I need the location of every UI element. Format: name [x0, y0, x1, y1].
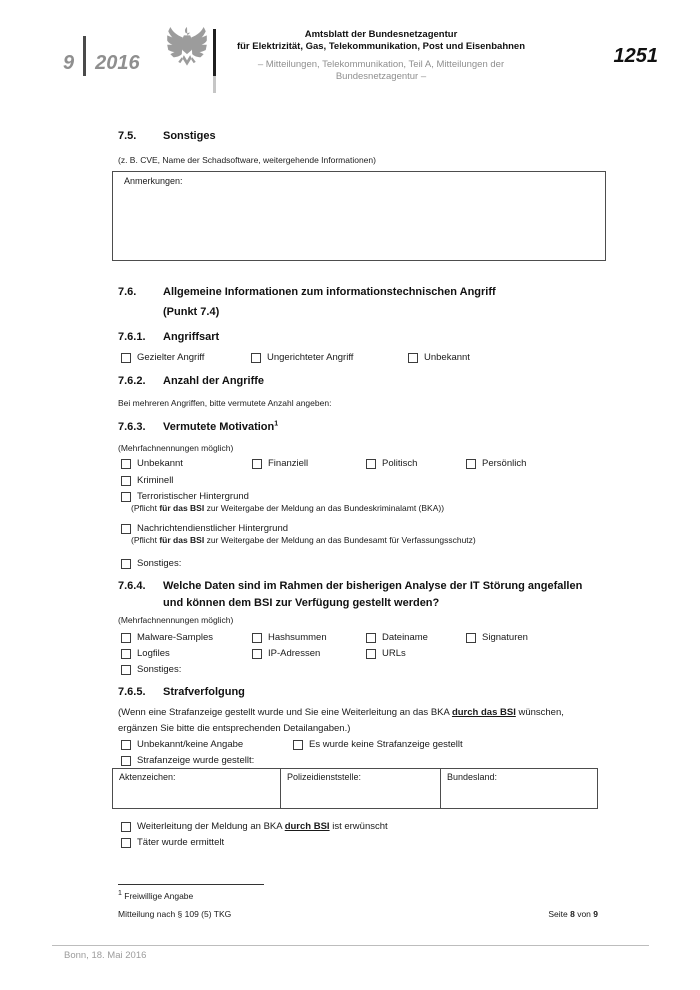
checkbox-label: Sonstiges:	[137, 558, 182, 569]
masthead-title-line2: für Elektrizität, Gas, Telekommunikation, Post und Eisenbahnen	[236, 41, 526, 52]
checkbox-icon[interactable]	[121, 822, 131, 832]
section-7-6-2-hint: Bei mehreren Angriffen, bitte vermutete Anzahl angeben:	[118, 398, 332, 408]
checkbox-label: Logfiles	[137, 648, 170, 659]
form-content	[118, 100, 598, 849]
checkbox-malware-samples	[121, 632, 252, 644]
checkbox-signaturen	[466, 632, 598, 644]
checkbox-icon[interactable]	[121, 492, 131, 502]
daten-options-row1	[118, 632, 598, 644]
checkbox-ungerichteter-angriff	[251, 352, 408, 364]
checkbox-label: Signaturen	[482, 632, 528, 643]
terror-note: (Pflicht für das BSI zur Weitergabe der Meldung an das Bundeskriminalamt (BKA))	[131, 503, 445, 513]
checkbox-kriminell	[118, 475, 598, 487]
doc-reference: Mitteilung nach § 109 (5) TKG	[118, 909, 232, 919]
section-7-6-4-heading	[118, 578, 598, 612]
aktenzeichen-field[interactable]	[113, 769, 281, 809]
checkbox-gezielter-angriff	[121, 352, 251, 364]
checkbox-unbekannt-motivation	[121, 458, 252, 470]
checkbox-label: Unbekannt	[424, 352, 470, 363]
section-7-6-4-hint: (Mehrfachnennungen möglich)	[118, 615, 234, 625]
checkbox-icon[interactable]	[121, 756, 131, 766]
federal-eagle-icon	[164, 26, 210, 81]
section-7-6-2-heading	[118, 375, 598, 388]
section-title: Sonstiges	[163, 130, 216, 142]
anmerkungen-box[interactable]	[112, 171, 606, 261]
checkbox-label: Sonstiges:	[137, 664, 182, 675]
footnote-marker: 1	[274, 420, 279, 428]
footer-row	[118, 909, 598, 920]
checkbox-label: Hashsummen	[268, 632, 327, 643]
section-title-line2: und können dem BSI zur Verfügung gestellt werden?	[163, 597, 440, 609]
checkbox-label: Täter wurde ermittelt	[137, 837, 225, 848]
section-number: 7.6.5.	[118, 686, 146, 698]
section-number: 7.6.4.	[118, 580, 146, 592]
gazette-page-number: 1251	[613, 45, 658, 67]
section-title: Vermutete Motivation	[163, 421, 275, 433]
checkbox-label: Terroristischer Hintergrund	[137, 491, 249, 502]
checkbox-label: Weiterleitung der Meldung an BKA durch BSI ist erwünscht	[137, 821, 388, 832]
section-7-6-5-heading	[118, 686, 598, 699]
page-indicator: Seite 8 von 9	[548, 909, 598, 919]
checkbox-finanziell	[252, 458, 366, 470]
checkbox-label: URLs	[382, 648, 406, 659]
section-number: 7.6.1.	[118, 331, 146, 343]
checkbox-label: Nachrichtendienstlicher Hintergrund	[137, 523, 289, 534]
checkbox-icon[interactable]	[366, 649, 376, 659]
checkbox-label: Persönlich	[482, 458, 527, 469]
issue-year: 2016	[95, 52, 140, 74]
checkbox-icon[interactable]	[466, 633, 476, 643]
checkbox-urls	[366, 648, 466, 660]
issue-divider	[83, 36, 86, 76]
checkbox-icon[interactable]	[293, 740, 303, 750]
header-bar-dark	[213, 29, 216, 76]
section-number: 7.6.3.	[118, 421, 146, 433]
checkbox-weiterleitung-bka	[118, 821, 598, 833]
strafanzeige-table	[112, 768, 598, 809]
anmerkungen-label: Anmerkungen:	[124, 176, 183, 186]
checkbox-terroristischer-hintergrund	[118, 491, 598, 503]
section-title-line1: Welche Daten sind im Rahmen der bisherigen Analyse der IT Störung angefallen	[163, 580, 583, 592]
footnote-marker: 1	[118, 890, 122, 898]
checkbox-label: Gezielter Angriff	[137, 352, 205, 363]
checkbox-icon[interactable]	[408, 353, 418, 363]
checkbox-unbekannt-angriffsart	[408, 352, 598, 364]
section-title-line1: Allgemeine Informationen zum informationstechnischen Angriff	[163, 286, 496, 298]
checkbox-icon[interactable]	[121, 740, 131, 750]
publication-date: Bonn, 18. Mai 2016	[64, 950, 147, 961]
checkbox-icon[interactable]	[121, 459, 131, 469]
footnote-separator	[118, 884, 264, 885]
checkbox-taeter-ermittelt	[118, 837, 598, 849]
checkbox-label: Malware-Samples	[137, 632, 214, 643]
checkbox-logfiles	[121, 648, 252, 660]
checkbox-icon[interactable]	[121, 476, 131, 486]
checkbox-politisch	[366, 458, 466, 470]
checkbox-icon[interactable]	[121, 838, 131, 848]
section-7-5-hint: (z. B. CVE, Name der Schadsoftware, weitergehende Informationen)	[118, 155, 376, 165]
footer-block	[118, 884, 598, 920]
checkbox-dateiname	[366, 632, 466, 644]
checkbox-icon[interactable]	[251, 353, 261, 363]
header-bar-light	[213, 76, 216, 93]
checkbox-label: Politisch	[382, 458, 418, 469]
section-7-6-3-hint: (Mehrfachnennungen möglich)	[118, 443, 234, 453]
checkbox-icon[interactable]	[252, 649, 262, 659]
checkbox-sonstiges-motivation	[118, 558, 598, 570]
bundesland-label: Bundesland:	[447, 772, 498, 782]
angriffsart-options	[118, 352, 598, 364]
strafverfolgung-note: (Wenn eine Strafanzeige gestellt wurde und Sie eine Weiterleitung an das BKA durch das BSI wünschen, ergänzen Sie bitte die entsprechenden Detailangaben.)	[118, 707, 564, 734]
polizeidienststelle-label: Polizeidienststelle:	[287, 772, 362, 782]
checkbox-label: Unbekannt/keine Angabe	[137, 739, 244, 750]
checkbox-icon[interactable]	[466, 459, 476, 469]
footnote	[118, 891, 598, 902]
section-7-6-1-heading	[118, 331, 598, 344]
checkbox-icon[interactable]	[121, 353, 131, 363]
checkbox-strafanzeige-gestellt	[118, 755, 598, 767]
checkbox-label: Ungerichteter Angriff	[267, 352, 354, 363]
section-number: 7.6.	[118, 286, 137, 298]
checkbox-icon[interactable]	[121, 524, 131, 534]
checkbox-icon[interactable]	[366, 633, 376, 643]
checkbox-label: Unbekannt	[137, 458, 183, 469]
checkbox-icon[interactable]	[366, 459, 376, 469]
checkbox-persoenlich	[466, 458, 598, 470]
checkbox-label: Es wurde keine Strafanzeige gestellt	[309, 739, 463, 750]
checkbox-label: Strafanzeige wurde gestellt:	[137, 755, 255, 766]
masthead-subtitle: – Mitteilungen, Telekommunikation, Teil A, Mitteilungen der Bundesnetzagentur –	[257, 59, 505, 82]
masthead-title-line1: Amtsblatt der Bundesnetzagentur	[304, 29, 458, 40]
section-number: 7.5.	[118, 130, 137, 142]
checkbox-label: Kriminell	[137, 475, 174, 486]
checkbox-icon[interactable]	[121, 665, 131, 675]
checkbox-hashsummen	[252, 632, 366, 644]
daten-options-row2	[118, 648, 598, 660]
checkbox-sonstiges-daten	[118, 664, 598, 676]
issue-block	[63, 36, 140, 76]
publication-footer	[52, 945, 649, 961]
section-7-6-heading	[118, 282, 598, 322]
checkbox-ip-adressen	[252, 648, 366, 660]
checkbox-unbekannt-keine-angabe	[121, 739, 293, 751]
nachrichtendienst-note: (Pflicht für das BSI zur Weitergabe der Meldung an das Bundesamt für Verfassungsschutz)	[131, 535, 476, 545]
checkbox-icon[interactable]	[252, 633, 262, 643]
checkbox-label: Dateiname	[382, 632, 428, 643]
polizeidienststelle-field[interactable]	[281, 769, 441, 809]
section-7-6-3-heading	[118, 421, 598, 434]
issue-number: 9	[63, 52, 75, 74]
checkbox-nachrichtendienstlicher-hintergrund	[118, 523, 598, 535]
current-page: 8	[570, 909, 575, 919]
section-title: Anzahl der Angriffe	[163, 375, 265, 387]
bundesland-field[interactable]	[441, 769, 598, 809]
section-title-line2: (Punkt 7.4)	[163, 306, 220, 318]
section-7-5-heading	[118, 130, 598, 143]
checkbox-keine-strafanzeige	[293, 739, 598, 751]
aktenzeichen-label: Aktenzeichen:	[119, 772, 176, 782]
masthead	[222, 29, 540, 83]
section-title: Angriffsart	[163, 331, 220, 343]
checkbox-icon[interactable]	[121, 649, 131, 659]
section-number: 7.6.2.	[118, 375, 146, 387]
checkbox-label: Finanziell	[268, 458, 309, 469]
strafverfolgung-options	[118, 739, 598, 751]
checkbox-icon[interactable]	[252, 459, 262, 469]
checkbox-icon[interactable]	[121, 559, 131, 569]
checkbox-label: IP-Adressen	[268, 648, 321, 659]
section-title: Strafverfolgung	[163, 686, 245, 698]
total-pages: 9	[593, 909, 598, 919]
motivation-options-row1	[118, 458, 598, 470]
checkbox-icon[interactable]	[121, 633, 131, 643]
footnote-text: Freiwillige Angabe	[121, 891, 194, 901]
